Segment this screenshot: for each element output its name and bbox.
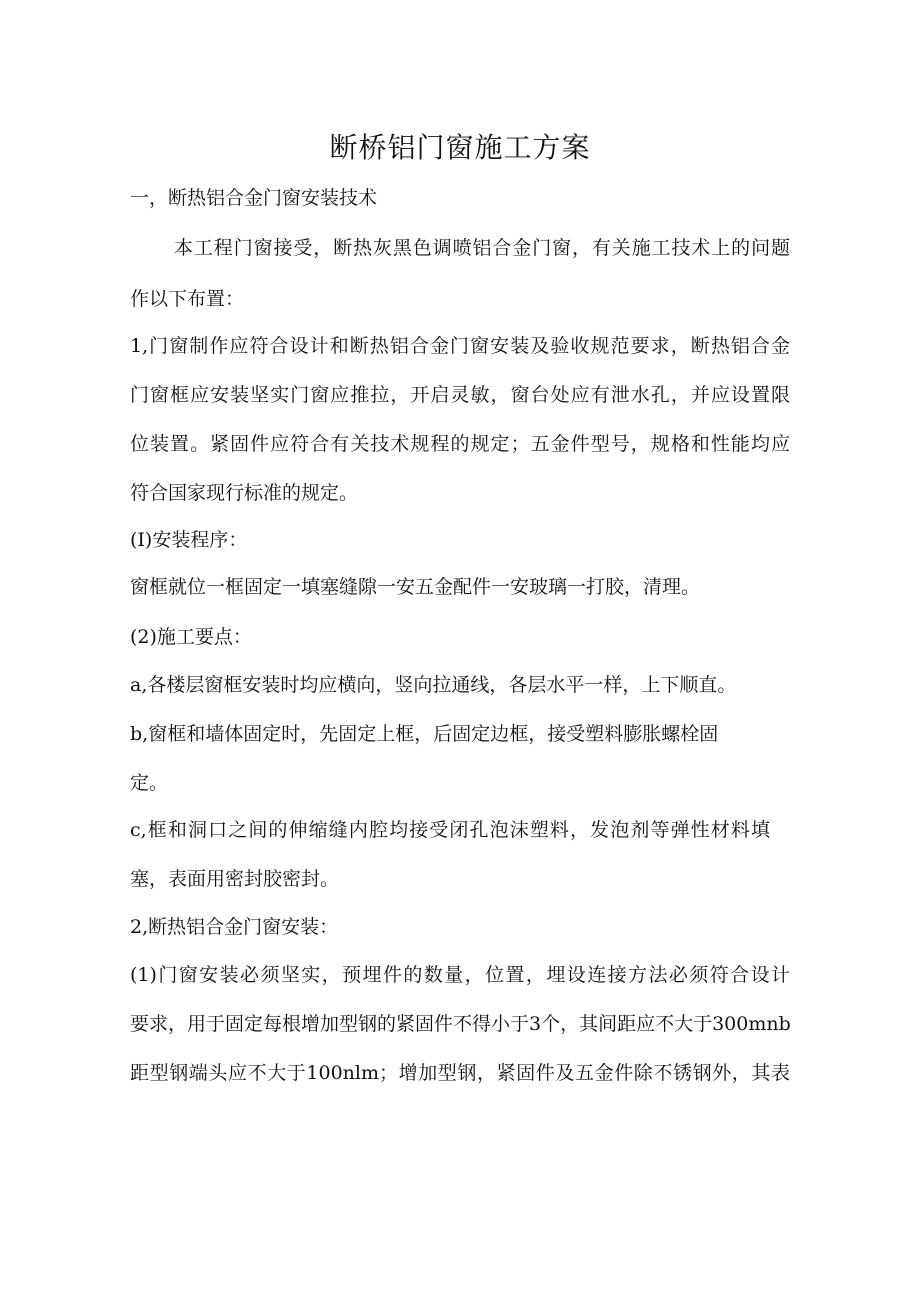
paragraph-line: 塞，表面用密封胶密封。	[130, 868, 340, 890]
paragraph-line: 距型钢端头应不大于100nlm；增加型钢，紧固件及五金件除不锈钢外，其表	[130, 1062, 790, 1084]
paragraph-line: 本工程门窗接受，断热灰黑色调喷铝合金门窗，有关施工技术上的问题	[174, 237, 790, 259]
paragraph-line: b,窗框和墙体固定时，先固定上框，后固定边框，接受塑料膨胀螺栓固	[130, 723, 719, 745]
paragraph-line: 作以下布置：	[130, 288, 245, 310]
paragraph-line: a,各楼层窗框安装时均应横向，竖向拉通线，各层水平一样，上下顺直。	[130, 674, 737, 696]
paragraph-line: 符合国家现行标准的规定。	[130, 482, 359, 504]
paragraph-line: 窗框就位一框固定一填塞缝隙一安五金配件一安玻璃一打胶，清理。	[130, 576, 701, 598]
paragraph-line: 门窗框应安装坚实门窗应推拉，开启灵敏，窗台处应有泄水孔，并应设置限	[130, 384, 790, 406]
paragraph-line: 位装置。紧固件应符合有关技术规程的规定；五金件型号，规格和性能均应	[130, 433, 790, 455]
section-heading-2: 2,断热铝合金门窗安装：	[130, 916, 339, 938]
subheading: (2)施工要点：	[130, 626, 252, 648]
paragraph-line: 要求，用于固定每根增加型钢的紧固件不得小于3个，其间距应不大于300mnb	[130, 1013, 791, 1035]
section-heading-1: 一，断热铝合金门窗安装技术	[130, 187, 378, 209]
paragraph-line: c,框和洞口之间的伸缩缝内腔均接受闭孔泡沫塑料，发泡剂等弹性材料填	[130, 819, 770, 841]
paragraph-line: 定。	[130, 772, 169, 794]
subheading: (I)安装程序：	[130, 529, 248, 551]
paragraph-line: 1,门窗制作应符合设计和断热铝合金门窗安装及验收规范要求，断热铝合金	[130, 335, 790, 357]
paragraph-line: (1)门窗安装必须坚实，预埋件的数量，位置，埋设连接方法必须符合设计	[130, 964, 790, 986]
document-title: 断桥铝门窗施工方案	[329, 131, 591, 164]
